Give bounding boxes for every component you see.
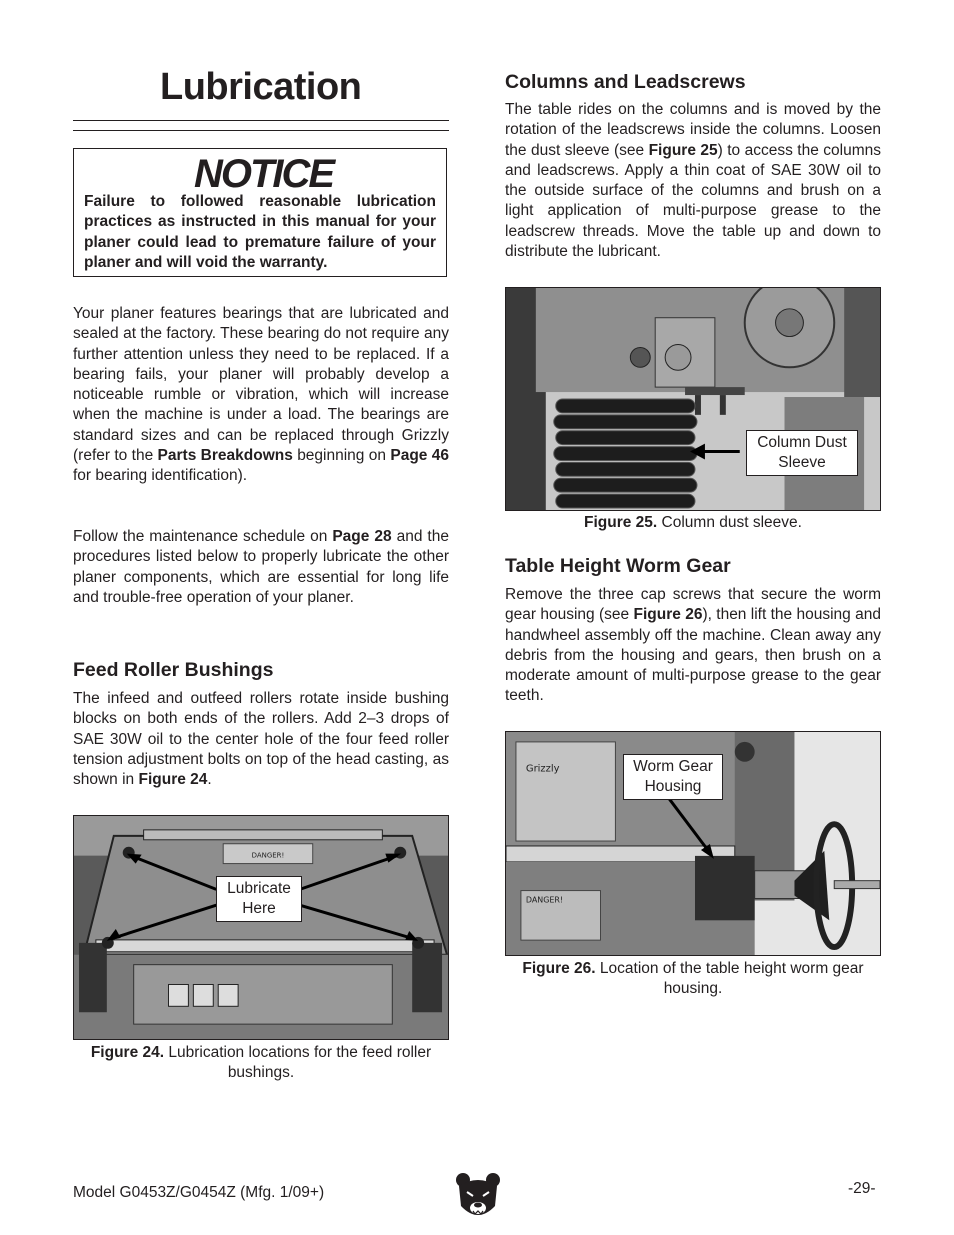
worm-gear-heading: Table Height Worm Gear: [505, 555, 731, 577]
figure-24-photo: [73, 815, 449, 1040]
lubricate-here-callout: Lubricate Here: [216, 876, 302, 922]
intro-paragraph-1: Your planer features bearings that are lubricated and sealed at the factory. These bearing do not require any further attention unless they need to be replaced. If a bearing fails, your planer will probably develop a noticeable rumble or vibration, which will increase when the machine is under a load. The bearings are standard sizes and can be replaced through Grizzly (refer to the Parts Breakdowns beginning on Page 46 for bearing identification).: [73, 305, 449, 485]
figure-24-ref: Figure 24: [138, 771, 208, 789]
figure-25-photo: [505, 287, 881, 511]
figure-26-caption: Figure 26. Location of the table height worm gear housing.: [522, 960, 864, 998]
parts-breakdowns-ref: Parts Breakdowns: [157, 447, 293, 465]
columns-paragraph: The table rides on the columns and is moved by the rotation of the leadscrews inside the columns. Loosen the dust sleeve (see Figure 25) to access the columns and leadscrews. Apply a thin coat of SAE 30W oil to the outside surface of the columns and brush on a light application of multi-purpose grease to the leadscrew threads. Move the table up and down to distribute the lubricant.: [505, 101, 881, 261]
figure-24-caption: Figure 24. Lubrication locations for the feed roller bushings.: [90, 1044, 432, 1082]
figure-26-grizzly-decal: Grizzly: [525, 763, 560, 775]
worm-gear-paragraph: Remove the three cap screws that secure the worm gear housing (see Figure 26), then lift the housing and handwheel assembly off the machine. Clean away any debris from the housing and gears, then brush on a moderate amount of multi-purpose grease to the gear teeth.: [505, 586, 881, 705]
figure-26-ref: Figure 26: [633, 606, 703, 624]
feed-roller-heading: Feed Roller Bushings: [73, 659, 274, 681]
page-28-ref: Page 28: [332, 528, 392, 545]
notice-heading: NOTICE: [194, 152, 334, 196]
page-46-ref: Page 46: [390, 447, 449, 465]
footer-page-number: -29-: [848, 1180, 876, 1197]
title-rule-top: [73, 120, 449, 121]
figure-26-danger-decal: DANGER!: [525, 895, 564, 905]
feed-roller-paragraph: The infeed and outfeed rollers rotate inside bushing blocks on both ends of the rollers. Add 2–3 drops of SAE 30W oil to the center hole of the four feed roller tension adjustment bolts on top of the head casting, as shown in Figure 24.: [73, 690, 449, 789]
title-rule-bottom: [73, 130, 449, 131]
planer-top-illustration: [74, 816, 448, 1039]
figure-25-ref: Figure 25: [648, 141, 718, 159]
figure-26-photo: [505, 731, 881, 956]
column-dust-sleeve-callout: Column Dust Sleeve: [746, 430, 858, 476]
figure-25-caption: Figure 25. Column dust sleeve.: [584, 514, 802, 531]
grizzly-bear-icon: [455, 1172, 501, 1224]
columns-heading: Columns and Leadscrews: [505, 71, 746, 93]
figure-24-decal-text: DANGER!: [251, 851, 285, 860]
footer-model: Model G0453Z/G0454Z (Mfg. 1/09+): [73, 1184, 325, 1201]
page-title: Lubrication: [160, 66, 362, 108]
notice-box: [73, 148, 447, 277]
worm-gear-housing-callout: Worm Gear Housing: [623, 754, 723, 800]
notice-text: Failure to followed reasonable lubrication practices as instructed in this manual for your planer could lead to premature failure of your planer and will void the warranty.: [84, 193, 436, 271]
column-sleeve-illustration: [506, 288, 880, 510]
intro-paragraph-2: Follow the maintenance schedule on Page 28 and the procedures listed below to properly lubricate the other planer components, which are essential for long life and trouble-free operation of your planer.: [73, 528, 449, 606]
